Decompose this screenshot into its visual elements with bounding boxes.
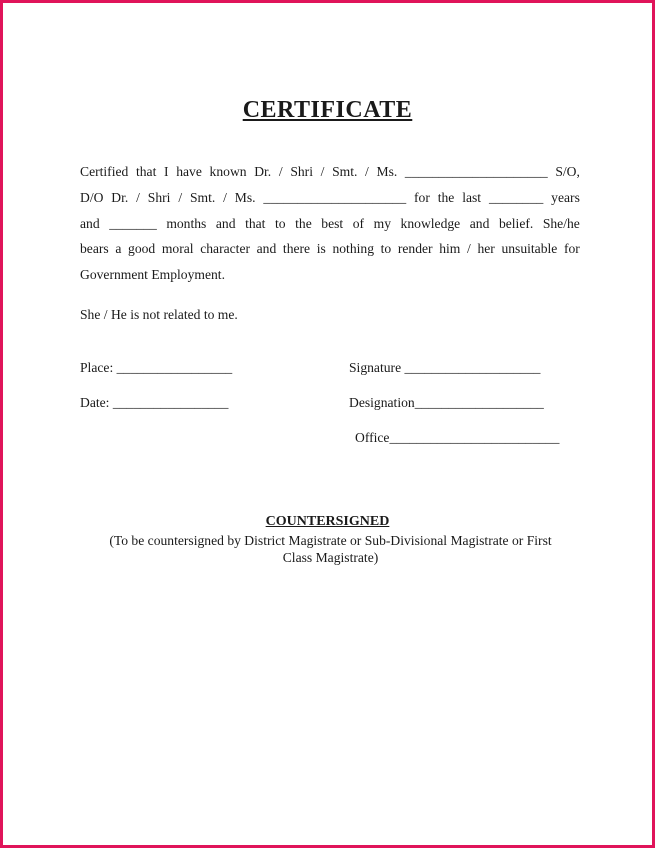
body-word: ________ xyxy=(488,189,544,205)
body-word: him xyxy=(439,241,461,257)
body-word: unsuitable xyxy=(501,241,558,257)
body-word: and xyxy=(256,241,277,257)
body-word: months xyxy=(166,215,207,231)
countersigned-note-line-1: (To be countersigned by District Magistrate or Sub-Divisional Magistrate or First xyxy=(109,533,552,548)
body-word: knowledge xyxy=(400,215,461,231)
body-line-2 xyxy=(80,185,580,211)
body-word: my xyxy=(373,215,391,231)
body-word: / xyxy=(320,164,325,179)
body-word: a xyxy=(115,241,122,257)
body-word: that xyxy=(135,164,157,179)
designation-field: Designation___________________ xyxy=(349,395,544,410)
body-word: known xyxy=(209,164,247,179)
body-word: Dr. xyxy=(111,189,129,205)
countersigned-note-line-2: Class Magistrate) xyxy=(282,550,379,565)
body-word: character xyxy=(200,241,250,257)
body-word: Ms. xyxy=(234,189,256,205)
body-word: I xyxy=(164,164,169,179)
body-word: her xyxy=(477,241,495,257)
body-word: / xyxy=(467,241,471,257)
body-word: / xyxy=(136,189,140,205)
body-word: render xyxy=(397,241,433,257)
body-word: and xyxy=(80,215,100,231)
body-word: / xyxy=(223,189,227,205)
body-word: of xyxy=(352,215,365,231)
body-line-3 xyxy=(80,211,580,237)
body-word: is xyxy=(316,241,326,257)
certificate-title: CERTIFICATE xyxy=(242,97,413,123)
body-word: Shri xyxy=(290,164,313,179)
relation-statement: She / He is not related to me. xyxy=(80,307,238,322)
office-field: Office_________________________ xyxy=(355,430,560,445)
body-word: Certified xyxy=(80,164,129,179)
body-word: / xyxy=(365,164,369,179)
place-field: Place: _________________ xyxy=(80,360,233,375)
body-word: belief. xyxy=(498,215,534,231)
countersigned-note xyxy=(63,532,598,566)
body-word: nothing xyxy=(332,241,374,257)
body-word: good xyxy=(128,241,156,257)
body-word: the xyxy=(437,189,455,205)
body-word: the xyxy=(295,215,312,231)
date-field: Date: _________________ xyxy=(80,395,229,410)
body-word: and xyxy=(469,215,490,231)
body-word: _______ xyxy=(109,215,157,231)
body-word: moral xyxy=(161,241,194,257)
body-line-1 xyxy=(80,159,580,185)
body-word: there xyxy=(282,241,311,257)
body-word: years xyxy=(551,189,580,205)
body-word: best xyxy=(321,215,344,231)
body-word: _____________________ xyxy=(404,164,548,179)
body-word: / xyxy=(178,189,183,205)
body-word: _____________________ xyxy=(263,189,407,205)
body-word: bears xyxy=(80,241,109,257)
body-word: to xyxy=(275,215,286,231)
body-word: Smt. xyxy=(189,189,216,205)
certificate-body xyxy=(80,159,580,288)
body-word: S/O, xyxy=(555,164,580,179)
body-word: Ms. xyxy=(376,164,398,179)
body-word: last xyxy=(462,189,482,205)
body-word: Smt. xyxy=(332,164,358,179)
countersigned-heading: COUNTERSIGNED xyxy=(265,514,390,529)
body-word: D/O xyxy=(80,189,104,205)
body-line-4 xyxy=(80,236,580,262)
body-word: Shri xyxy=(147,189,171,205)
body-word: / xyxy=(278,164,283,179)
signature-field: Signature ____________________ xyxy=(349,360,541,375)
body-line-5: Government Employment. xyxy=(80,267,225,283)
body-word: for xyxy=(414,189,430,205)
body-word: and xyxy=(215,215,236,231)
body-word: that xyxy=(245,215,266,231)
body-word: for xyxy=(563,241,580,257)
body-word: have xyxy=(176,164,202,179)
body-word: She/he xyxy=(542,215,580,231)
body-word: to xyxy=(380,241,392,257)
body-word: Dr. xyxy=(254,164,272,179)
